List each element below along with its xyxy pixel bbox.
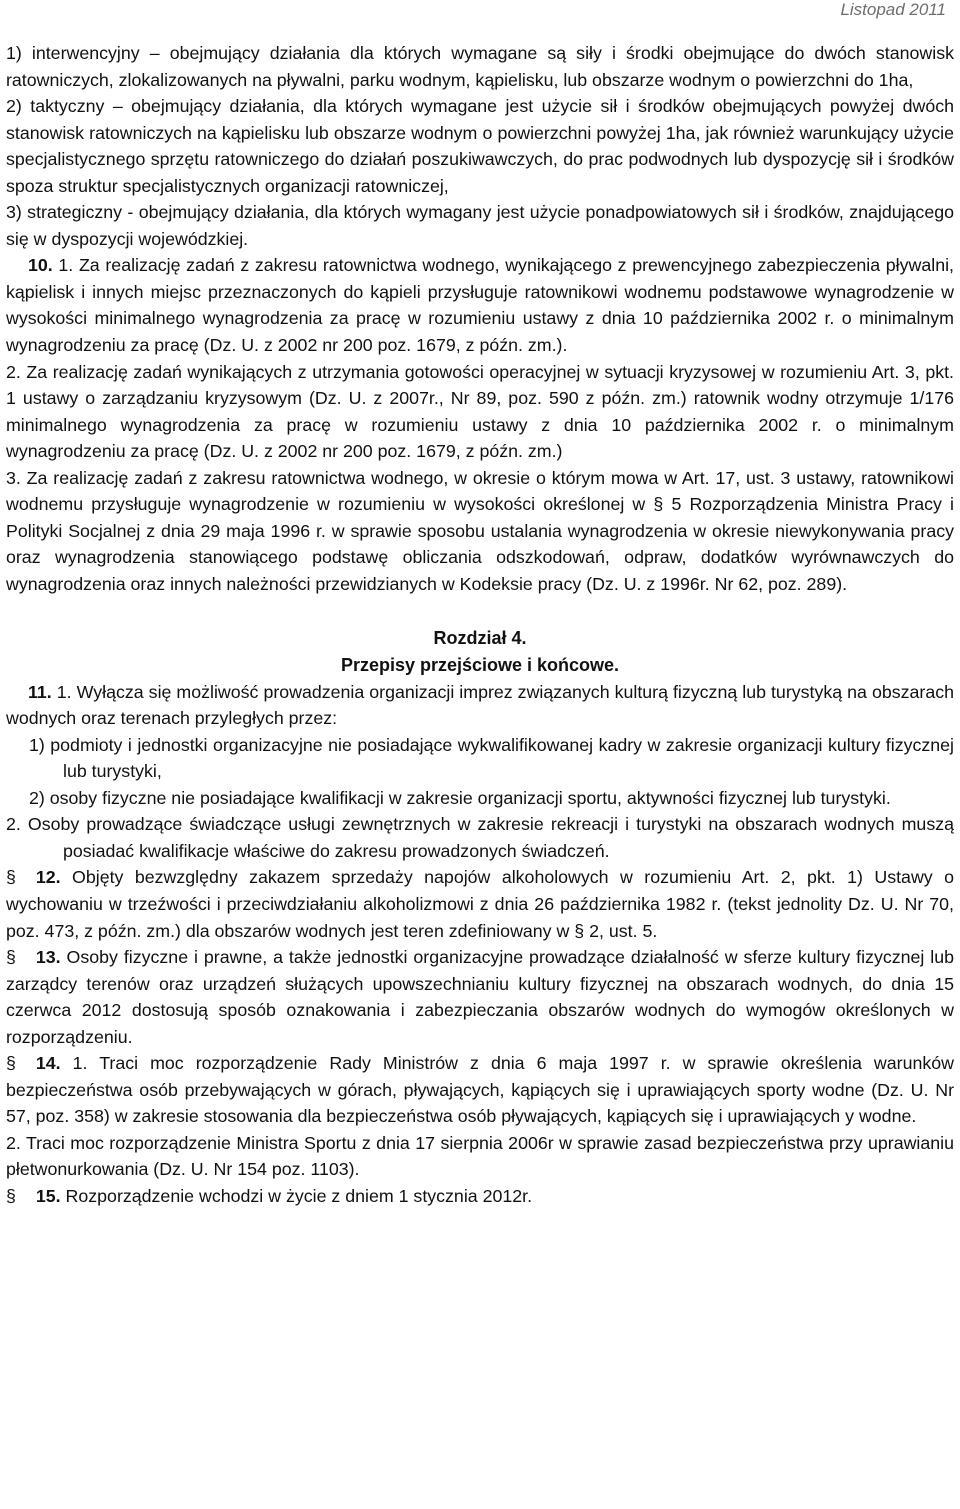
list-item-interwencyjny: 1) interwencyjny – obejmujący działania dla których wymagane są siły i środki obejmujące do dwóch stanowisk ratowniczych, zlokalizowanych na pływalni, parku wodnym, kąpielisku, lub obszarze wodnym o powierzchni do 1ha, <box>6 43 954 90</box>
article-number: 14. <box>35 1053 61 1074</box>
document-page <box>6 40 954 1210</box>
article-11-item-2: 2) osoby fizyczne nie posiadające kwalifikacji w zakresie organizacji sportu, aktywności fizycznej lub turystyki. <box>29 787 891 808</box>
section-sign: § <box>653 494 664 515</box>
article-number: 12. <box>35 867 61 888</box>
list-item-taktyczny: 2) taktyczny – obejmujący działania, dla których wymagane jest użycie sił i środków obejmujących powyżej dwóch stanowisk ratowniczych na kąpielisku lub obszarze wodnym o powierzchni powyżej 1ha, jak również warunkujący użycie specjalistycznego sprzętu ratowniczego do działań poszukiwawczych, do prac podwodnych lub dyspozycję sił i środków spoza struktur specjalistycznych organizacji ratowniczej, <box>6 96 954 196</box>
article-text: Osoby fizyczne i prawne, a także jednostki organizacyjne prowadzące działalność w sferze kultury fizycznej lub zarządcy terenów oraz urządzeń służących upowszechnianiu kultury fizycznej na obszarach wodnych, do dnia 15 czerwca 2012 dostosują sposób oznakowania i zabezpieczania obszarów wodnych do wymogów określonych w rozporządzeniu. <box>6 947 954 1047</box>
article-11-paragraph-2: 2. Osoby prowadzące świadczące usługi zewnętrznych w zakresie rekreacji i turystyki na obszarach wodnych muszą posiadać kwalifikacje właściwe do zakresu prowadzonych świadczeń. <box>6 814 954 861</box>
article-10-paragraph-1 <box>6 252 954 358</box>
list-item-strategiczny: 3) strategiczny - obejmujący działania, dla których wymagany jest użycie ponadpowiatowych sił i środków, znajdującego się w dyspozycji wojewódzkiej. <box>6 202 954 249</box>
article-text: 2, ust. 5. <box>584 920 658 941</box>
spacer <box>6 597 954 625</box>
article-10-paragraph-3 <box>6 465 954 598</box>
section-sign: § <box>574 920 585 941</box>
article-text: 3. Za realizację zadań z zakresu ratownictwa wodnego, w okresie o którym mowa w Art. 17, ust. 3 ustawy, ratownikowi wodnemu przysługuje wynagrodzenie w rozumieniu w wysokości określonej w <box>6 467 954 515</box>
article-number: 10. <box>28 255 53 276</box>
article-15 <box>6 1183 954 1210</box>
section-sign: § <box>6 867 16 888</box>
article-11-paragraph-1 <box>6 679 954 732</box>
article-14-paragraph-1 <box>6 1050 954 1130</box>
article-12 <box>6 864 954 944</box>
article-text: 1. Za realizację zadań z zakresu ratownictwa wodnego, wynikającego z prewencyjnego zabezpieczenia pływalni, kąpielisk i innych miejsc przeznaczonych do kąpieli przysługuje ratownikowi wodnemu podstawowe wynagrodzenie w wysokości minimalnego wynagrodzenia za pracę w rozumieniu ustawy z dnia 10 października 2002 r. o minimalnym wynagrodzeniu za pracę (Dz. U. z 2002 nr 200 poz. 1679, z późn. zm.). <box>6 255 954 356</box>
article-10-paragraph-2: 2. Za realizację zadań wynikających z utrzymania gotowości operacyjnej w sytuacji kryzysowej w rozumieniu Art. 3, pkt. 1 ustawy o zarządzaniu kryzysowym (Dz. U. z 2007r., Nr 89, poz. 590 z późn. zm.) ratownik wodny otrzymuje 1/176 minimalnego wynagrodzenia za pracę w rozumieniu ustawy z dnia 10 października 2002 r. o minimalnym wynagrodzeniu za pracę (Dz. U. z 2002 nr 200 poz. 1679, z późn. zm.) <box>6 361 954 462</box>
section-sign: § <box>6 1053 16 1074</box>
article-text: 1. Traci moc rozporządzenie Rady Ministrów z dnia 6 maja 1997 r. w sprawie określenia warunków bezpieczeństwa osób przebywających w górach, pływających, kąpiących się i uprawiających sporty wodne (Dz. U. Nr 57, poz. 358) w zakresie stosowania dla bezpieczeństwa osób pływających, kąpiących się i uprawiających y wodne. <box>6 1053 954 1127</box>
article-13 <box>6 944 954 1050</box>
article-text: 1. Wyłącza się możliwość prowadzenia organizacji imprez związanych kulturą fizyczną lub turystyką na obszarach wodnych oraz terenach przyległych przez: <box>6 681 954 729</box>
section-sign: § <box>6 947 16 968</box>
chapter-subtitle: Przepisy przejściowe i końcowe. <box>340 655 620 676</box>
article-number: 15. <box>35 1185 61 1206</box>
article-14-paragraph-2: 2. Traci moc rozporządzenie Ministra Sportu z dnia 17 sierpnia 2006r w sprawie zasad bezpieczeństwa przy uprawianiu płetwonurkowania (Dz. U. Nr 154 poz. 1103). <box>6 1132 954 1180</box>
chapter-title: Rozdział 4. <box>433 628 527 649</box>
article-text: Rozporządzenie wchodzi w życie z dniem 1 stycznia 2012r. <box>60 1185 533 1206</box>
header-date: Listopad 2011 <box>840 0 946 19</box>
article-number: 13. <box>35 947 61 968</box>
article-text: 5 Rozporządzenia Ministra Pracy i Polityki Socjalnej z dnia 29 maja 1996 r. w sprawie sposobu ustalania wynagrodzenia w okresie niewykonywania pracy oraz wynagrodzenia stanowiącego podstawę obliczania odszkodowań, odpraw, dodatków wyrównawczych do wynagrodzenia oraz innych należności przewidzianych w Kodeksie pracy (Dz. U. z 1996r. Nr 62, poz. 289). <box>6 494 955 594</box>
article-number: 11. <box>28 681 52 702</box>
article-text: Objęty bezwzględny zakazem sprzedaży napojów alkoholowych w rozumieniu Art. 2, pkt. 1) Ustawy o wychowaniu w trzeźwości i przeciwdziałaniu alkoholizmowi z dnia 26 października 1982 r. (tekst jednolity Dz. U. Nr 70, poz. 473, z późn. zm.) dla obszarów wodnych jest teren zdefiniowany w <box>6 867 954 941</box>
section-sign: § <box>6 1185 16 1206</box>
article-11-item-1: 1) podmioty i jednostki organizacyjne nie posiadające wykwalifikowanej kadry w zakresie organizacji kultury fizycznej lub turystyki, <box>29 734 954 782</box>
